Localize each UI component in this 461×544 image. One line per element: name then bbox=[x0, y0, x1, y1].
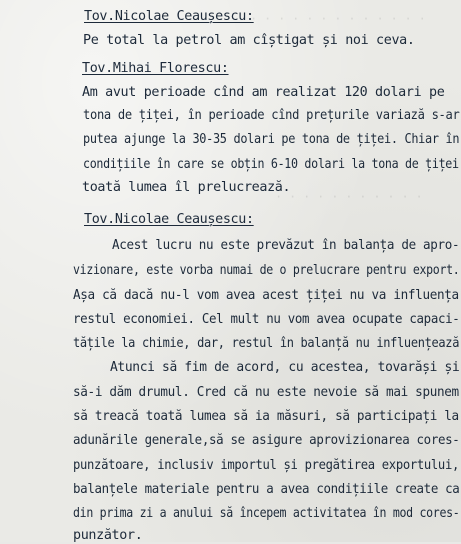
text-line: Așa că dacă nu-l vom avea acest țiței nu va influența bbox=[73, 288, 459, 303]
text-line: Atunci să fim de acord, cu acestea, tovarăși și bbox=[110, 360, 460, 375]
bleed-through-texture: · · · · · · · · · · · bbox=[275, 190, 423, 204]
text-line: Am avut perioade cînd am realizat 120 dolari pe bbox=[82, 85, 445, 100]
text-line: din prima zi a anului să începem activitatea în mod cores- bbox=[73, 506, 460, 521]
text-line: tățile la chimie, dar, restul în balanță nu influențează bbox=[73, 336, 460, 351]
bleed-through-texture: · · · · · · · · · · · · · bbox=[250, 12, 426, 26]
text-line: adunările generale,să se asigure aprovizionarea cores- bbox=[73, 433, 460, 448]
speaker-label: Tov.Nicolae Ceaușescu: bbox=[84, 9, 254, 24]
text-line: condițiile în care se obțin 6-10 dolari la tona de țiței bbox=[83, 157, 459, 172]
text-line: vizionare, este vorba numai de o prelucrare pentru export. bbox=[73, 263, 460, 278]
speaker-label: Tov.Nicolae Ceaușescu: bbox=[84, 212, 254, 227]
text-line: Pe total la petrol am cîștigat și noi ceva. bbox=[83, 33, 415, 48]
text-line: restul economiei. Cel mult nu vom avea ocupate capaci- bbox=[73, 312, 460, 327]
text-line: tona de țiței, în perioade cînd prețurile variază s-ar bbox=[83, 108, 460, 123]
text-line: Acest lucru nu este prevăzut în balanța de apro- bbox=[112, 238, 460, 253]
text-line: balanțele materiale pentru a avea condițiile create ca bbox=[73, 482, 460, 497]
text-line: punzătoare, inclusiv importul și pregătirea exportului, bbox=[73, 458, 459, 473]
text-line: să treacă toată lumea să ia măsuri, să participați la bbox=[73, 409, 459, 424]
text-line: toată lumea îl prelucrează. bbox=[82, 180, 291, 195]
text-line: punzător. bbox=[73, 528, 143, 543]
text-line: putea ajunge la 30-35 dolari pe tona de țiței. Chiar în bbox=[83, 132, 460, 147]
speaker-label: Tov.Mihai Florescu: bbox=[82, 61, 229, 76]
text-line: să-i dăm drumul. Cred că nu este nevoie să mai spunem bbox=[73, 385, 459, 400]
